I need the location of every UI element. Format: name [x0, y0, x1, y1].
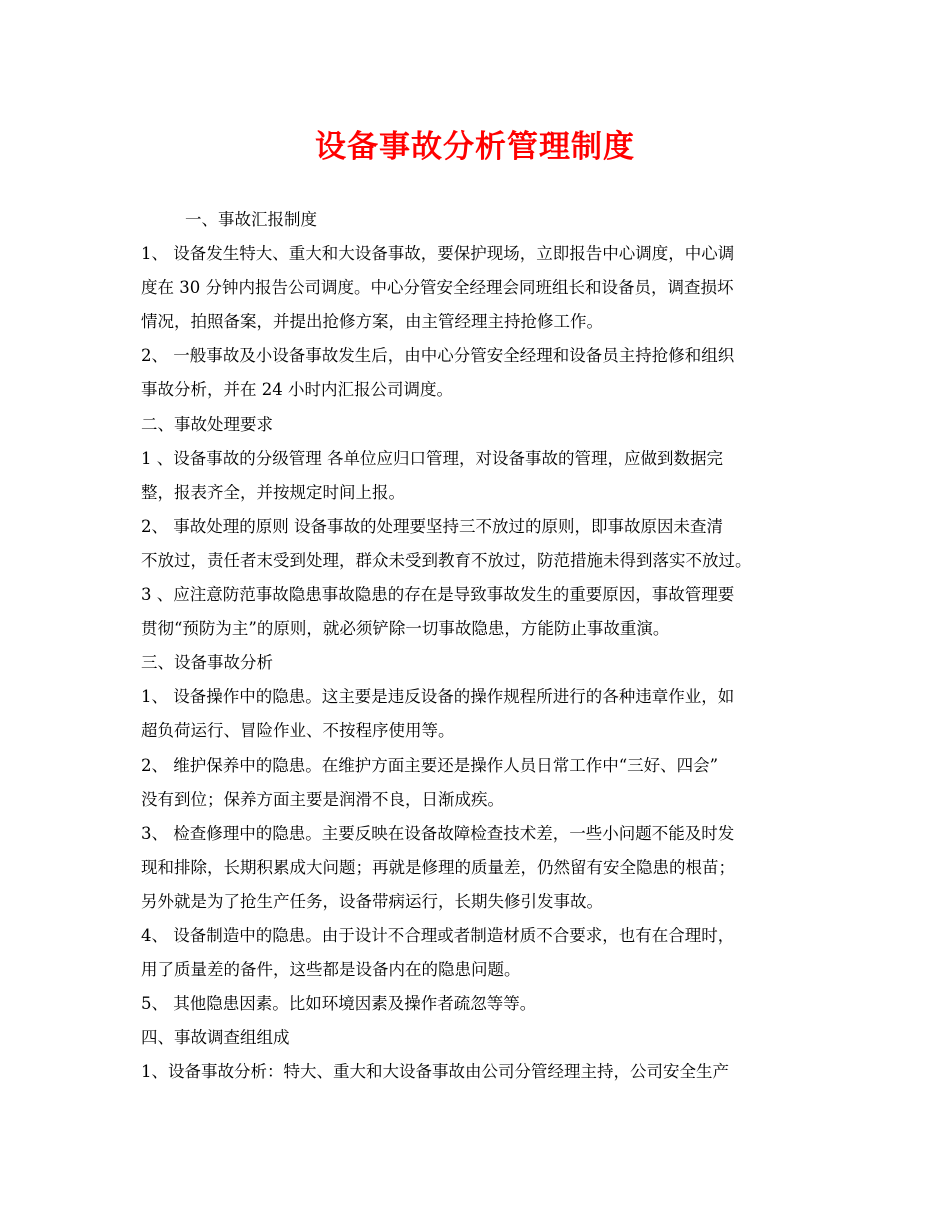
text-line: 4、 设备制造中的隐患。由于设计不合理或者制造材质不合要求，也有在合理时，: [141, 925, 735, 945]
text-line: 3、 检查修理中的隐患。主要反映在设备故障检查技术差，一些小问题不能及时发: [141, 823, 735, 843]
section-heading-reporting: 一、事故汇报制度: [185, 210, 317, 229]
text-line: 事故分析，并在 24 小时内汇报公司调度。: [141, 380, 453, 400]
text-line: 度在 30 分钟内报告公司调度。中心分管安全经理会同班组长和设备员，调查损坏: [141, 278, 734, 298]
text-line: 3 、应注意防范事故隐患事故隐患的存在是导致事故发生的重要原因，事故管理要: [141, 585, 735, 605]
text-line: 1、 设备发生特大、重大和大设备事故，要保护现场，立即报告中心调度，中心调: [141, 244, 735, 264]
text-line: 2、 一般事故及小设备事故发生后，由中心分管安全经理和设备员主持抢修和组织: [141, 346, 735, 366]
section-heading-investigation: 四、事故调查组组成: [141, 1028, 290, 1048]
text-line: 1、 设备操作中的隐患。这主要是违反设备的操作规程所进行的各种违章作业，如: [141, 687, 735, 707]
text-line: 5、 其他隐患因素。比如环境因素及操作者疏忽等等。: [141, 994, 537, 1014]
text-line: 1、设备事故分析：特大、重大和大设备事故由公司分管经理主持，公司安全生产: [141, 1062, 729, 1082]
text-line: 另外就是为了抢生产任务，设备带病运行，长期失修引发事故。: [141, 891, 603, 911]
text-line: 没有到位；保养方面主要是润滑不良，日渐成疾。: [141, 789, 504, 809]
text-line: 1 、设备事故的分级管理 各单位应归口管理，对设备事故的管理，应做到数据完: [141, 448, 723, 468]
text-line: 整，报表齐全，并按规定时间上报。: [141, 482, 405, 502]
document-body: [141, 203, 831, 1089]
text-line: 贯彻“预防为主”的原则，就必须铲除一切事故隐患，方能防止事故重演。: [141, 619, 670, 639]
section-heading-analysis: 三、设备事故分析: [141, 653, 273, 673]
text-line: 现和排除，长期积累成大问题；再就是修理的质量差，仍然留有安全隐患的根苗；: [141, 857, 735, 877]
document-title: 设备事故分析管理制度: [315, 129, 635, 165]
text-line: 用了质量差的备件，这些都是设备内在的隐患问题。: [141, 960, 521, 980]
text-line: 情况，拍照备案，并提出抢修方案，由主管经理主持抢修工作。: [141, 312, 603, 332]
section-heading-handling: 二、事故处理要求: [141, 414, 273, 434]
text-line: 不放过，责任者末受到处理，群众未受到教育不放过，防范措施未得到落实不放过。: [141, 550, 752, 570]
text-line: 2、 事故处理的原则 设备事故的处理要坚持三不放过的原则，即事故原因未查清: [141, 516, 723, 536]
text-line: 超负荷运行、冒险作业、不按程序使用等。: [141, 721, 455, 741]
text-line: 2、 维护保养中的隐患。在维护方面主要还是操作人员日常工作中“三好、四会”: [141, 755, 719, 775]
